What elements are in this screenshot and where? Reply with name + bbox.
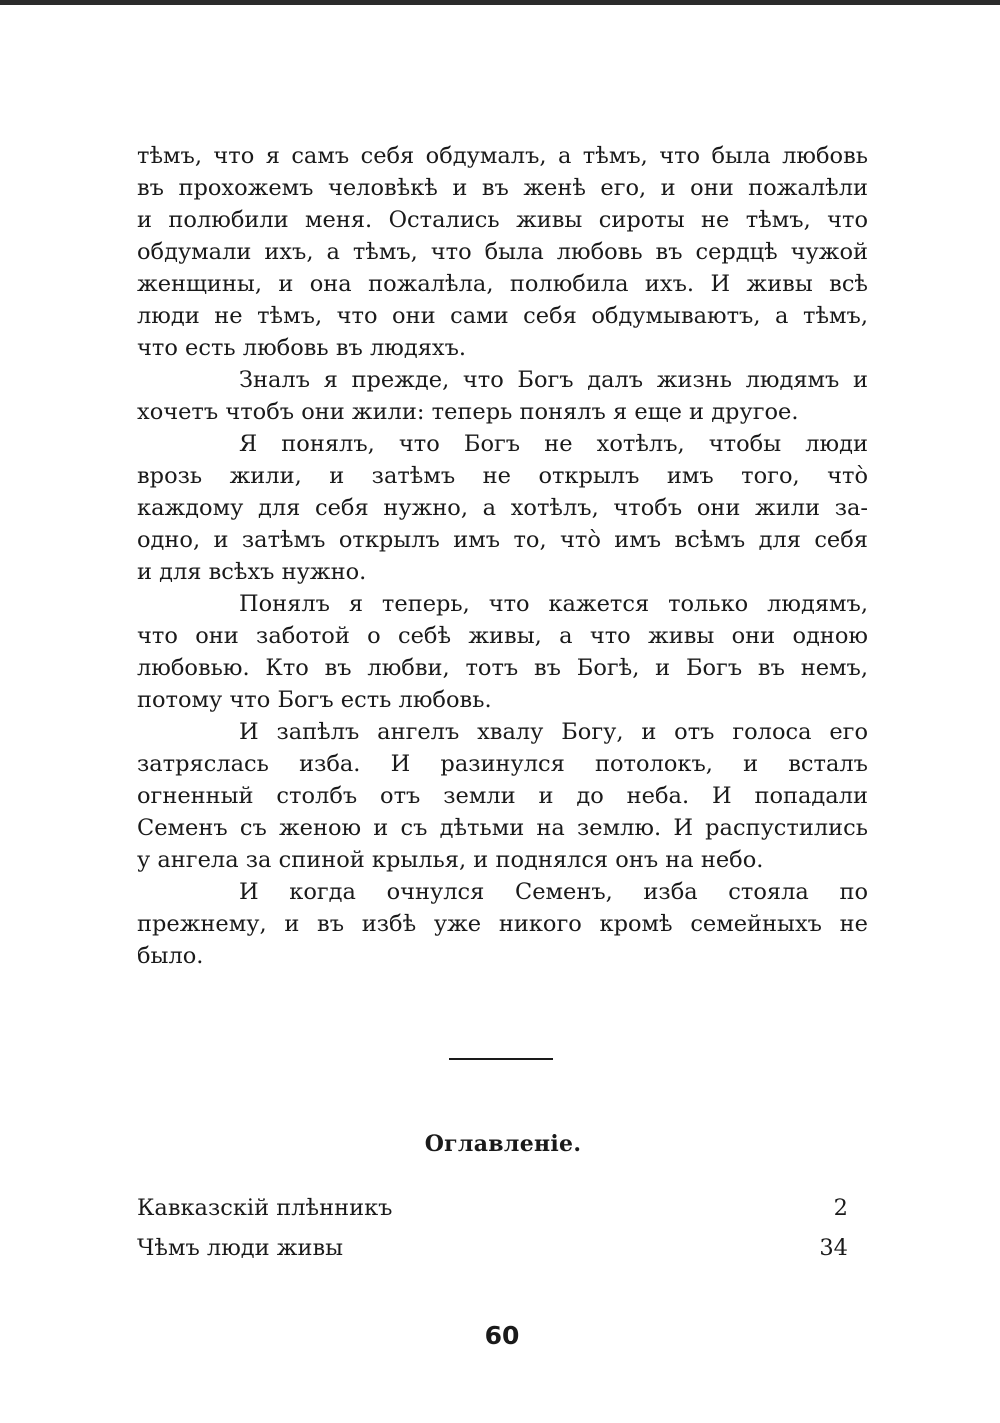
toc-entry [137,1190,848,1230]
text-line: Я понялъ, что Богъ не хотѣлъ, чтобы люди [239,431,868,457]
paragraph [137,140,868,364]
text-line: тѣмъ, что я самъ себя обдумалъ, а тѣмъ, что была любовь [137,143,868,169]
section-divider [449,1058,553,1060]
story-text [137,140,868,972]
toc-entry [137,1230,848,1270]
text-line: люди не тѣмъ, что они сами себя обдумываютъ, а тѣмъ, [137,303,868,329]
toc-entry-page: 2 [833,1195,848,1221]
text-line: что есть любовь въ людяхъ. [137,335,467,361]
paragraph [137,876,868,972]
text-line: прежнему, и въ избѣ уже никого кромѣ семейныхъ не [137,911,868,937]
text-line: женщины, и она пожалѣла, полюбила ихъ. И живы всѣ [137,271,868,297]
text-line: одно, и затѣмъ открылъ имъ то, чтò имъ всѣмъ для себя [137,527,868,553]
toc-entry-page: 34 [819,1235,848,1261]
text-line: обдумали ихъ, а тѣмъ, что была любовь въ сердцѣ чужой [137,239,868,265]
top-border [0,0,1000,5]
text-line: огненный столбъ отъ земли и до неба. И попадали [137,783,868,809]
text-line: что они заботой о себѣ живы, а что живы они одною [137,623,868,649]
text-line: любовью. Кто въ любви, тотъ въ Богѣ, и Богъ въ немъ, [137,655,868,681]
page-number: 60 [484,1321,520,1350]
paragraph [137,588,868,716]
text-line: Зналъ я прежде, что Богъ далъ жизнь людямъ и [239,367,868,393]
text-line: затряслась изба. И разинулся потолокъ, и всталъ [137,751,868,777]
text-line: Понялъ я теперь, что кажется только людямъ, [239,591,868,617]
toc-entry-title: Кавказскій плѣнникъ [137,1195,393,1221]
text-line: потому что Богъ есть любовь. [137,687,492,713]
text-line: и для всѣхъ нужно. [137,559,367,585]
text-line: у ангела за спиной крылья, и поднялся онъ на небо. [137,847,764,873]
text-line: хочетъ чтобъ они жили: теперь понялъ я еще и другое. [137,399,799,425]
text-line: каждому для себя нужно, а хотѣлъ, чтобъ они жили за- [137,495,868,521]
toc-heading: Оглавленіе. [424,1131,582,1157]
text-line: И когда очнулся Семенъ, изба стояла по [239,879,868,905]
table-of-contents [137,1190,848,1270]
paragraph [137,364,868,428]
text-line: Семенъ съ женою и съ дѣтьми на землю. И распустились [137,815,868,841]
text-line: и полюбили меня. Остались живы сироты не тѣмъ, что [137,207,868,233]
text-line: И запѣлъ ангелъ хвалу Богу, и отъ голоса его [239,719,868,745]
toc-entry-title: Чѣмъ люди живы [137,1235,344,1261]
text-line: въ прохожемъ человѣкѣ и въ женѣ его, и они пожалѣли [137,175,868,201]
paragraph [137,716,868,876]
text-line: врозь жили, и затѣмъ не открылъ имъ того, чтò [137,463,868,489]
paragraph [137,428,868,588]
text-line: было. [137,943,204,969]
